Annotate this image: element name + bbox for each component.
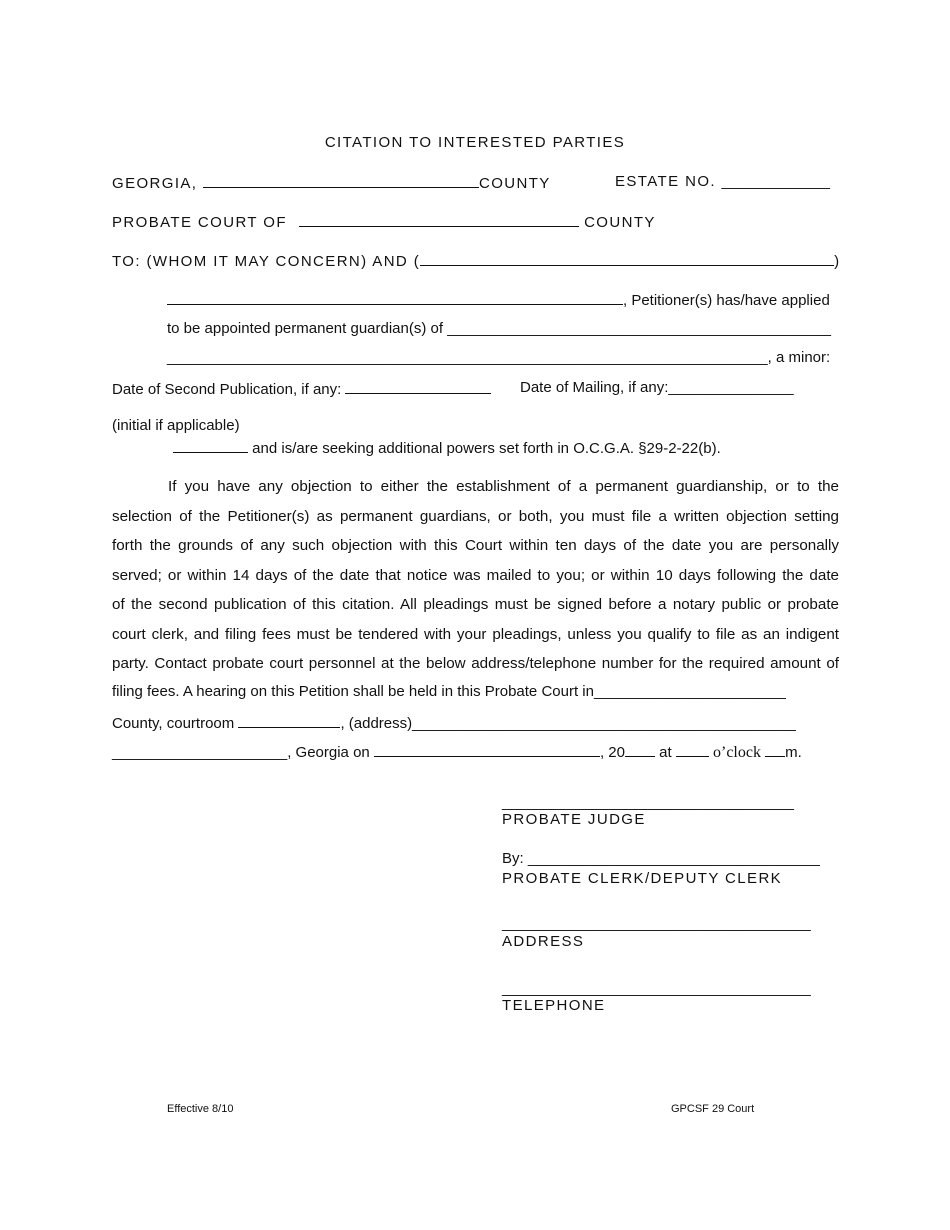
hearing-county-field[interactable]: _______________________ bbox=[593, 683, 786, 700]
additional-powers-text: and is/are seeking additional powers set forth in O.C.G.A. §29-2-22(b). bbox=[252, 440, 721, 457]
paragraph-line: court clerk, and filing fees must be tendered with your pleadings, unless you qualify to file as an indigent bbox=[112, 625, 839, 643]
paragraph-line: selection of the Petitioner(s) as permanent guardians, or both, you must file a written objection setting bbox=[112, 507, 839, 525]
hearing-date-field[interactable] bbox=[374, 742, 600, 757]
paragraph-line: of the second publication of this citation. All pleadings must be signed before a notary public or probate bbox=[112, 596, 839, 613]
appointed-text: to be appointed permanent guardian(s) of bbox=[167, 320, 444, 337]
georgia-line bbox=[112, 173, 551, 192]
probate-court-label: PROBATE COURT OF bbox=[112, 214, 287, 231]
second-publication-line bbox=[112, 379, 491, 398]
county-label: COUNTY bbox=[478, 175, 551, 192]
paragraph-line: served; or within 14 days of the date that notice was mailed to you; or within 10 days following the date bbox=[112, 566, 839, 584]
appointed-line bbox=[167, 320, 831, 337]
clerk-label: PROBATE CLERK/DEPUTY CLERK bbox=[502, 870, 783, 887]
probate-county-label: COUNTY bbox=[584, 214, 656, 231]
paragraph-line: party. Contact probate court personnel at the below address/telephone number for the required amount of bbox=[112, 655, 839, 672]
mailing-date-field[interactable]: _______________ bbox=[668, 379, 794, 396]
initial-field[interactable] bbox=[173, 438, 248, 453]
courtroom-field[interactable] bbox=[238, 713, 340, 728]
county-name-field[interactable] bbox=[203, 173, 479, 188]
probate-county-field[interactable] bbox=[299, 212, 579, 227]
probate-judge-label: PROBATE JUDGE bbox=[502, 811, 646, 828]
to-line bbox=[112, 251, 841, 270]
hearing-address-field[interactable]: ______________________________________________ bbox=[412, 715, 796, 732]
year-prefix: , 20 bbox=[599, 744, 625, 761]
address-label: ADDRESS bbox=[502, 933, 585, 950]
hearing-city-field[interactable]: _____________________ bbox=[112, 744, 288, 761]
paragraph-line: If you have any objection to either the establishment of a permanent guardianship, or to the bbox=[168, 478, 839, 495]
telephone-signature-line[interactable]: _____________________________________ bbox=[502, 980, 811, 997]
initial-label: (initial if applicable) bbox=[112, 417, 240, 434]
second-publication-field[interactable] bbox=[345, 379, 491, 394]
additional-powers-line bbox=[173, 438, 721, 457]
judge-signature-line[interactable]: ___________________________________ bbox=[502, 794, 794, 811]
petitioner-text: , Petitioner(s) has/have applied bbox=[623, 292, 830, 309]
hearing-text: filing fees. A hearing on this Petition shall be held in this Probate Court in bbox=[112, 683, 594, 700]
hour-field[interactable] bbox=[676, 742, 709, 757]
to-parties-field[interactable] bbox=[420, 251, 834, 266]
county-courtroom-label: County, courtroom bbox=[112, 715, 235, 732]
minor-line bbox=[167, 349, 830, 366]
courtroom-line bbox=[112, 713, 796, 732]
petitioner-line bbox=[167, 290, 830, 309]
estate-line bbox=[615, 173, 830, 190]
am-pm-field[interactable] bbox=[765, 742, 785, 757]
estate-label: ESTATE NO. bbox=[615, 173, 716, 190]
ward-name-field[interactable]: ______________________________________________ bbox=[447, 320, 831, 337]
mailing-label: Date of Mailing, if any: bbox=[520, 379, 669, 396]
minor-name-field[interactable]: ________________________________________________________________________ bbox=[167, 349, 768, 366]
m-text: m. bbox=[785, 744, 802, 761]
georgia-on-text: , Georgia on bbox=[287, 744, 370, 761]
year-field[interactable] bbox=[625, 742, 655, 757]
hearing-line bbox=[112, 683, 786, 700]
petitioner-field[interactable] bbox=[167, 290, 623, 305]
telephone-label: TELEPHONE bbox=[502, 997, 606, 1014]
hearing-date-line bbox=[112, 742, 802, 762]
oclock-text: o’clock bbox=[713, 744, 761, 761]
objection-paragraph bbox=[112, 472, 839, 679]
estate-number-field[interactable]: _____________ bbox=[721, 173, 830, 190]
page-title: CITATION TO INTERESTED PARTIES bbox=[324, 134, 626, 151]
address-signature-line[interactable]: _____________________________________ bbox=[502, 915, 811, 932]
clerk-signature-line[interactable]: By: ___________________________________ bbox=[502, 850, 820, 867]
effective-date: Effective 8/10 bbox=[167, 1103, 234, 1115]
to-close: ) bbox=[834, 253, 841, 270]
form-code: GPCSF 29 Court bbox=[671, 1103, 755, 1115]
address-text: , (address) bbox=[340, 715, 413, 732]
paragraph-line: forth the grounds of any such objection with this Court within ten days of the date you are personally bbox=[112, 537, 839, 554]
to-label: TO: (WHOM IT MAY CONCERN) AND ( bbox=[112, 253, 421, 270]
mailing-line bbox=[520, 379, 794, 396]
at-text: at bbox=[659, 744, 672, 761]
second-publication-label: Date of Second Publication, if any: bbox=[112, 381, 342, 398]
georgia-label: GEORGIA, bbox=[112, 175, 198, 192]
minor-text: , a minor: bbox=[767, 349, 831, 366]
probate-court-line bbox=[112, 212, 656, 231]
